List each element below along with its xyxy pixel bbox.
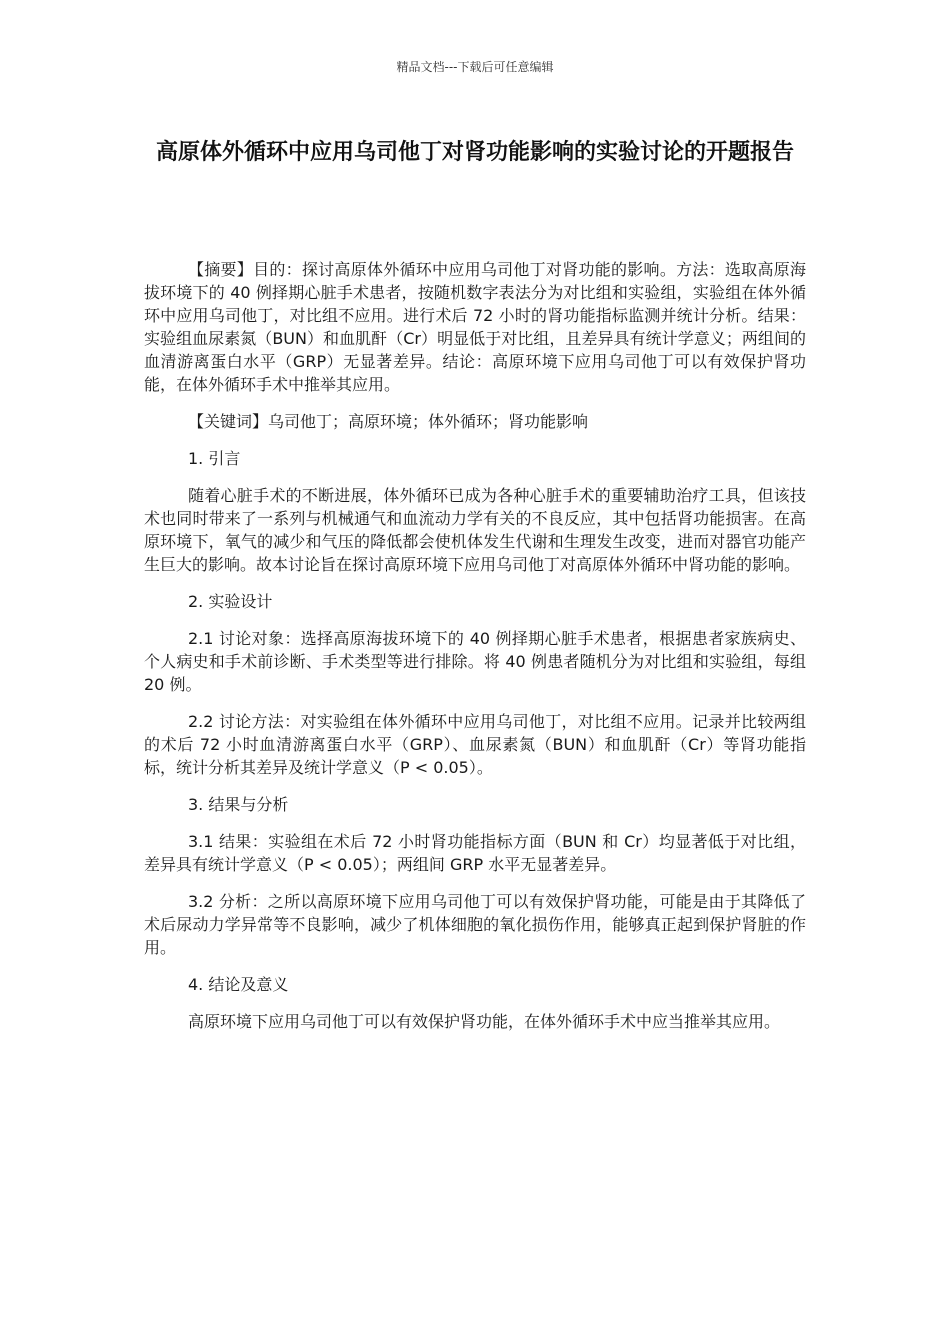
section-heading-introduction: 1. 引言 <box>188 449 241 468</box>
results-paragraph: 3.1 结果：实验组在术后 72 小时肾功能指标方面（BUN 和 Cr）均显著低于对比组，差异具有统计学意义（P < 0.05）；两组间 GRP 水平无显著差异。 <box>144 832 806 874</box>
conclusion-paragraph: 高原环境下应用乌司他丁可以有效保护肾功能，在体外循环手术中应当推举其应用。 <box>188 1012 781 1031</box>
introduction-paragraph: 随着心脏手术的不断进展，体外循环已成为各种心脏手术的重要辅助治疗工具，但该技术也同时带来了一系列与机械通气和血流动力学有关的不良反应，其中包括肾功能损害。在高原环境下，氧气的减少和气压的降低都会使机体发生代谢和生理发生改变，进而对器官功能产生巨大的影响。故本讨论旨在探讨高原环境下应用乌司他丁对高原体外循环中肾功能的影响。 <box>144 486 806 574</box>
document-title: 高原体外循环中应用乌司他丁对肾功能影响的实验讨论的开题报告 <box>155 140 794 165</box>
abstract-paragraph: 【摘要】目的：探讨高原体外循环中应用乌司他丁对肾功能的影响。方法：选取高原海拔环境下的 40 例择期心脏手术患者，按随机数字表法分为对比组和实验组，实验组在体外循环中应用乌司他丁，对比组不应用。进行术后 72 小时的肾功能指标监测并统计分析。结果：实验组血尿素氮（BUN）和血肌酐（Cr）明显低于对比组，且差异具有统计学意义；两组间的血清游离蛋白水平（GRP）无显著差异。结论：高原环境下应用乌司他丁可以有效保护肾功能，在体外循环手术中推举其应用。 <box>144 260 806 394</box>
methods-paragraph: 2.2 讨论方法：对实验组在体外循环中应用乌司他丁，对比组不应用。记录并比较两组的术后 72 小时血清游离蛋白水平（GRP）、血尿素氮（BUN）和血肌酐（Cr）等肾功能指标，统计分析其差异及统计学意义（P < 0.05）。 <box>144 712 806 777</box>
header-note: 精品文档---下载后可任意编辑 <box>396 60 554 74</box>
analysis-paragraph: 3.2 分析：之所以高原环境下应用乌司他丁可以有效保护肾功能，可能是由于其降低了术后尿动力学异常等不良影响，减少了机体细胞的氧化损伤作用，能够真正起到保护肾脏的作用。 <box>144 892 806 957</box>
section-heading-design: 2. 实验设计 <box>188 592 273 611</box>
keywords-paragraph: 【关键词】乌司他丁；高原环境；体外循环；肾功能影响 <box>188 412 589 431</box>
section-heading-results: 3. 结果与分析 <box>188 795 289 814</box>
section-heading-conclusion: 4. 结论及意义 <box>188 975 289 994</box>
document-body <box>144 258 806 1047</box>
subjects-paragraph: 2.1 讨论对象：选择高原海拔环境下的 40 例择期心脏手术患者，根据患者家族病史、个人病史和手术前诊断、手术类型等进行排除。将 40 例患者随机分为对比组和实验组，每组 20 例。 <box>144 629 806 694</box>
